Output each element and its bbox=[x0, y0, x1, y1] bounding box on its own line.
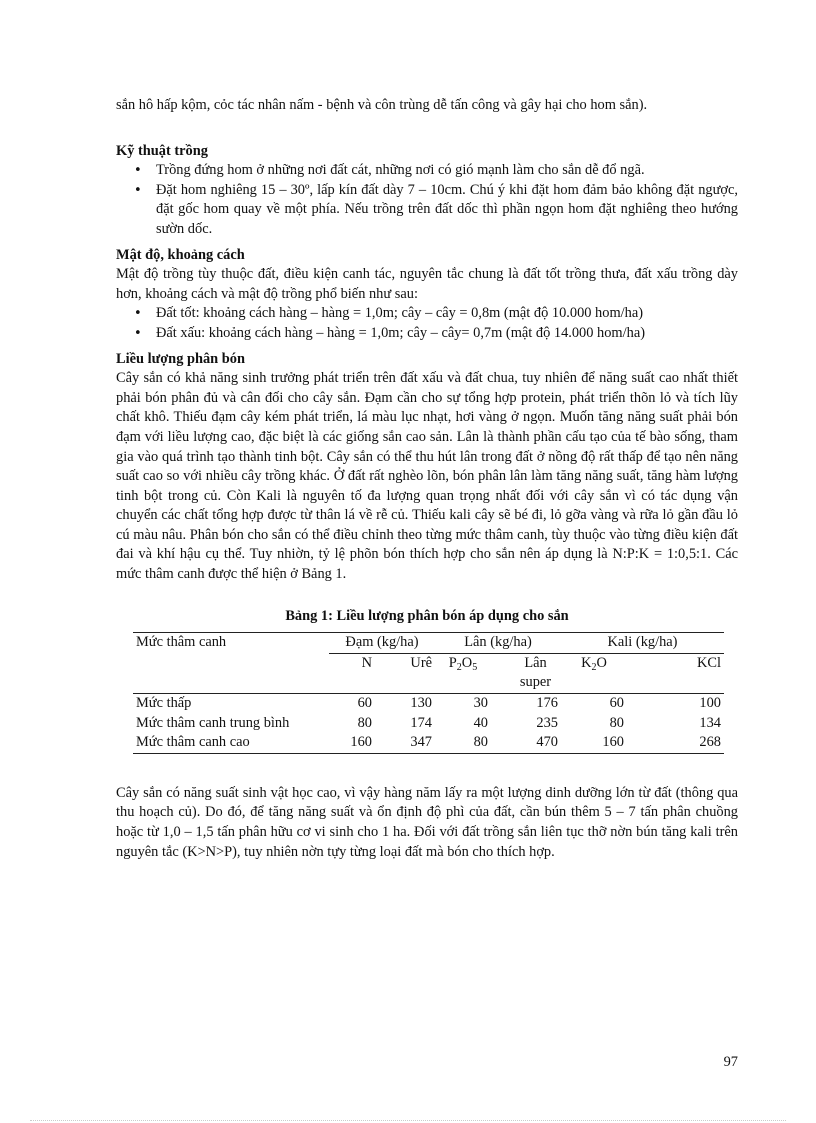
closing-paragraph: Cây sắn có năng suất sinh vật học cao, vì vậy hàng năm lấy ra một lượng dinh dưỡng lớn từ đất (thông qua thu hoạch củ). Do đó, để tăng năng suất và ổn định độ phì của đất, cần bún thêm 5 – 7 tấn phân chuồng hoặc từ 1,0 – 1,5 tấn phân hữu cơ vi sinh cho 1 ha. Đối với đất trồng sắn liên tục thỡ nờn bún tăng kali trên nguyên tắc (K>N>P), tuy nhiên nờn tựy từng loại đất mà bón cho thích hợp. bbox=[116, 784, 738, 860]
list-item: • Đất tốt: khoảng cách hàng – hàng = 1,0m; cây – cây = 0,8m (mật độ 10.000 hom/ha) bbox=[156, 304, 738, 324]
planting-technique-list bbox=[116, 161, 738, 239]
col-header-p2o5: $P_2O_5$ bbox=[435, 653, 491, 693]
col-header-lan-super: Lân super bbox=[491, 653, 561, 693]
table-row: Mức thâm canh cao 160 347 80 470 160 268 bbox=[133, 733, 724, 753]
col-header-n: N bbox=[329, 653, 375, 693]
density-list bbox=[116, 304, 738, 343]
fertilizer-table bbox=[133, 632, 724, 754]
page-number: 97 bbox=[723, 1054, 738, 1070]
col-group-lan: Lân (kg/ha) bbox=[435, 633, 561, 654]
list-item: • Đặt hom nghiêng 15 – 30º, lấp kín đất dày 7 – 10cm. Chú ý khi đặt hom đảm bảo không đặt ngược, đặt gốc hom quay về một phía. Nếu trồng trên đất dốc thì phần ngọn hom đặt nghiêng theo hướng sườn dốc. bbox=[156, 181, 738, 240]
table-caption: Bảng 1: Liều lượng phân bón áp dụng cho sắn bbox=[285, 607, 569, 624]
col-group-dam: Đạm (kg/ha) bbox=[329, 633, 435, 654]
density-paragraph: Mật độ trồng tùy thuộc đất, điều kiện canh tác, nguyên tắc chung là đất tốt trồng thưa, đất xấu trồng dày hơn, khoảng cách và mật độ trồng phổ biến như sau: bbox=[116, 266, 738, 302]
heading-ky-thuat-trong: Kỹ thuật trồng bbox=[116, 142, 208, 159]
fertilizer-paragraph: Cây sắn có khả năng sinh trưởng phát triển trên đất xấu và đất chua, tuy nhiên để năng suất cao nhất thiết phải bón phân đủ và cân đối cho cây sắn. Đạm cần cho sự tổng hợp protein, phát triển thõn lỏ và tích lũy chất khô. Thiếu đạm cây kém phát triển, lá màu lục nhạt, hơi vàng ở ngọn. Muốn tăng năng suất phải bón đạm với liều lượng cao, đặc biệt là các giống sắn cao sản. Lân là thành phần cấu tạo của tế bào sống, tham gia vào quá trình tạo thành tinh bột. Cây sắn có thể thu hút lân trong đất ở nồng độ rất thấp để tạo nên năng suất cao so với nhiều cây trồng khác. Ở đất rất nghèo lõn, bón phân lân làm tăng năng suất, tăng hàm lượng tinh bột trong củ. Còn Kali là nguyên tố đa lượng quan trọng nhất đối với cây sắn vì có tác dụng vận chuyển các chất tổng hợp được từ thân lá về rễ củ. Thiếu kali cây sẽ bé đi, lỏ gỡa vàng và rữa lỏ gần đầu lỏ cú màu nâu. Phân bón cho sắn có thể điều chỉnh theo từng mức thâm canh, tùy thuộc vào từng điều kiện đất đai và khí hậu cụ thể. Tuy nhiờn, tỷ lệ phõn bón thích hợp cho sắn nên áp dụng là N:P:K = 1:0,5:1. Các mức thâm canh được thể hiện ở Bảng 1. bbox=[116, 370, 738, 583]
list-item: • Trồng đứng hom ở những nơi đất cát, những nơi có gió mạnh làm cho sắn dễ đổ ngã. bbox=[156, 161, 738, 181]
footer-divider bbox=[30, 1120, 786, 1121]
col-header-kcl: KCl bbox=[627, 653, 724, 693]
list-item: • Đất xấu: khoảng cách hàng – hàng = 1,0m; cây – cây= 0,7m (mật độ 14.000 hom/ha) bbox=[156, 324, 738, 344]
heading-mat-do: Mật độ, khoảng cách bbox=[116, 246, 245, 263]
col-header-level: Mức thâm canh bbox=[133, 633, 329, 654]
table-row: Mức thâm canh trung bình 80 174 40 235 80 134 bbox=[136, 714, 721, 731]
col-group-kali: Kali (kg/ha) bbox=[561, 633, 724, 654]
heading-lieu-luong: Liều lượng phân bón bbox=[116, 350, 245, 367]
col-header-ure: Urê bbox=[375, 653, 435, 693]
document-page bbox=[116, 96, 738, 862]
table-row: Mức thấp 60 130 30 176 60 100 bbox=[136, 695, 721, 712]
intro-paragraph: sắn hô hấp kộm, cỏc tác nhân nấm - bệnh và côn trùng dễ tấn công và gây hại cho hom sắn). bbox=[116, 97, 648, 113]
col-header-k2o: $K_2O$ bbox=[561, 653, 627, 693]
